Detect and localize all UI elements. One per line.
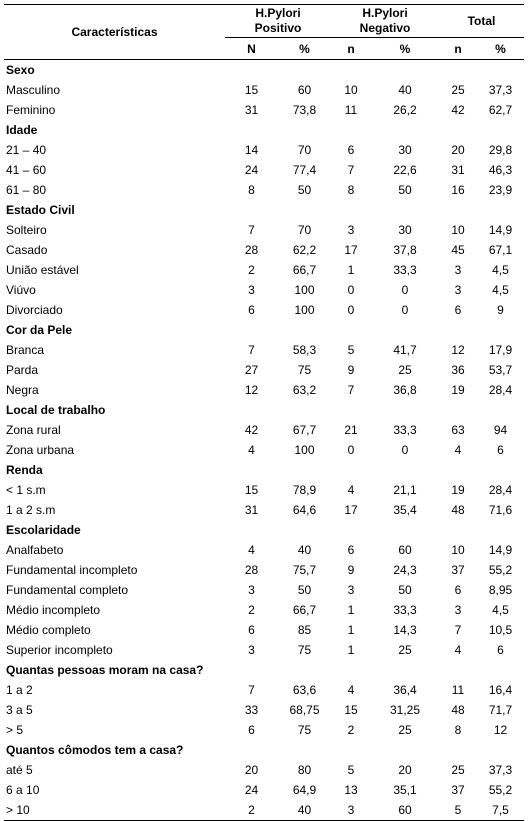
table-cell: 37,3 [488,763,513,777]
table-cell: 1 [347,623,355,637]
table-row [4,620,524,640]
table-cell: 4,5 [492,283,509,297]
row-label: > 5 [6,723,24,737]
table-cell: 28 [244,243,259,257]
table-cell: 5 [439,800,477,821]
table-cell: 100 [294,283,315,297]
section-title: Estado Civil [6,203,75,217]
section-row [4,200,524,220]
table-cell: 53,7 [488,363,513,377]
table-cell: 78,9 [292,483,317,497]
table-row [4,160,524,180]
table-cell: 55,2 [488,783,513,797]
table-row [4,480,524,500]
table-cell: 12 [244,383,259,397]
table-cell: 14,3 [393,623,417,637]
header-hp-negative-line1: H.Pylori [362,6,408,20]
table-row [4,700,524,720]
table-cell: 31,25 [389,703,421,717]
row-label: 21 – 40 [6,143,47,157]
table-cell: 27 [244,363,259,377]
table-cell: 15 [344,703,358,717]
table-cell: 4 [248,443,255,457]
table-cell: 75,7 [292,563,317,577]
table-cell: 2 [248,263,255,277]
table-cell: 6 [497,443,504,457]
header-characteristics: Características [4,5,225,60]
row-label: até 5 [6,763,33,777]
table-cell: 50 [297,183,312,197]
table-cell: 3 [454,263,462,277]
table-cell: 20 [398,763,412,777]
subheader-pct-positive: % [278,38,331,60]
table-cell: 26,2 [393,103,417,117]
row-label: Zona rural [6,423,61,437]
table-cell: 17 [344,503,358,517]
table-cell: 58,3 [292,343,317,357]
table-cell: 8 [347,183,355,197]
table-cell: 6 [248,723,255,737]
table-cell: 94 [493,423,508,437]
table-cell: 70 [297,223,312,237]
table-cell: 7 [454,623,462,637]
table-cell: 1 [347,643,355,657]
table-cell: 71,7 [488,703,513,717]
section-title: Cor da Pele [6,323,73,337]
row-label: > 10 [4,800,225,821]
table-cell: 66,7 [292,263,317,277]
table-cell: 1 [347,263,355,277]
table-cell: 40 [398,83,412,97]
table-cell: 100 [294,303,315,317]
section-row [4,60,524,81]
table-cell: 15 [244,83,259,97]
row-label: Branca [6,343,45,357]
subheader-n-total: n [439,38,477,60]
table-cell: 4 [454,443,462,457]
table-cell: 8,95 [488,583,513,597]
table-row [4,260,524,280]
table-cell: 45 [451,243,465,257]
table-cell: 20 [451,143,465,157]
table-cell: 75 [297,643,312,657]
section-row [4,660,524,680]
table-row [4,680,524,700]
section-row [4,520,524,540]
table-cell: 6 [454,583,462,597]
table-row [4,760,524,780]
table-cell: 21,1 [393,483,417,497]
table-cell: 8 [248,183,255,197]
row-label: Casado [6,243,48,257]
table-row [4,340,524,360]
table-cell: 15 [244,483,259,497]
table-row [4,300,524,320]
table-cell: 9 [497,303,504,317]
table-cell: 31 [244,503,259,517]
row-label: 3 a 5 [6,703,33,717]
table-cell: 67,7 [292,423,317,437]
header-total: Total [439,5,524,38]
table-cell: 4,5 [492,263,509,277]
table-cell: 7,5 [477,800,524,821]
table-cell: 19 [451,383,465,397]
row-label: União estável [6,263,79,277]
table-cell: 64,9 [292,783,317,797]
table-cell: 10,5 [488,623,513,637]
row-label: < 1 s.m [6,483,46,497]
table-cell: 4 [248,543,255,557]
section-title: Local de trabalho [6,403,106,417]
section-title: Quantas pessoas moram na casa? [6,663,204,677]
row-label: Médio completo [6,623,91,637]
table-cell: 50 [398,583,412,597]
table-cell: 75 [297,723,312,737]
table-cell: 3 [347,583,355,597]
table-cell: 8 [454,723,462,737]
table-row [4,380,524,400]
characteristics-table [4,4,524,821]
section-title: Renda [6,463,43,477]
table-row [4,800,524,821]
section-row [4,400,524,420]
table-cell: 6 [248,623,255,637]
table-cell: 25 [398,723,412,737]
table-cell: 11 [344,103,358,117]
table-cell: 24 [244,783,259,797]
table-cell: 37,8 [393,243,417,257]
subheader-pct-negative: % [371,38,439,60]
table-row [4,500,524,520]
table-cell: 37,3 [488,83,513,97]
table-cell: 60 [371,800,439,821]
table-cell: 25 [451,83,465,97]
table-cell: 22,6 [393,163,417,177]
header-hp-positive-line1: H.Pylori [255,6,301,20]
section-title: Quantos cômodos tem a casa? [6,743,184,757]
table-cell: 9 [347,563,355,577]
row-label: 41 – 60 [6,163,47,177]
table-cell: 33,3 [393,263,417,277]
section-row [4,740,524,760]
table-cell: 31 [451,163,465,177]
table-cell: 77,4 [292,163,317,177]
table-cell: 3 [248,283,255,297]
table-cell: 63,2 [292,383,317,397]
table-row [4,640,524,660]
table-cell: 21 [344,423,358,437]
table-cell: 48 [451,503,465,517]
table-cell: 36,4 [393,683,417,697]
table-cell: 4,5 [492,603,509,617]
table-cell: 28,4 [488,383,513,397]
table-cell: 4 [347,483,355,497]
table-cell: 68,75 [289,703,320,717]
table-cell: 1 [347,603,355,617]
table-cell: 62,7 [488,103,513,117]
table-cell: 6 [347,143,355,157]
table-cell: 2 [225,800,278,821]
table-cell: 4 [347,683,355,697]
row-label: Analfabeto [6,543,64,557]
table-row [4,600,524,620]
table-cell: 75 [297,363,312,377]
table-cell: 10 [451,223,465,237]
row-label: Superior incompleto [6,643,113,657]
table-cell: 7 [248,683,255,697]
table-cell: 41,7 [393,343,417,357]
table-cell: 24 [244,163,259,177]
table-row [4,80,524,100]
table-cell: 2 [347,723,355,737]
row-label: Viúvo [6,283,36,297]
table-cell: 17,9 [488,343,513,357]
table-cell: 46,3 [488,163,513,177]
table-row [4,560,524,580]
row-label: Zona urbana [6,443,75,457]
header-hp-positive-line2: Positivo [254,21,302,35]
table-cell: 13 [344,783,358,797]
table-cell: 0 [401,443,409,457]
table-cell: 66,7 [292,603,317,617]
table-row [4,440,524,460]
table-row [4,780,524,800]
table-cell: 11 [451,683,465,697]
table-cell: 64,6 [292,503,317,517]
row-label: Masculino [6,83,61,97]
table-cell: 3 [454,603,462,617]
table-cell: 12 [493,723,508,737]
table-cell: 0 [401,283,409,297]
table-cell: 10 [344,83,358,97]
section-row [4,320,524,340]
row-label: 1 a 2 s.m [6,503,56,517]
row-label: Fundamental incompleto [6,563,138,577]
table-row [4,100,524,120]
table-cell: 36,8 [393,383,417,397]
table-cell: 0 [347,303,355,317]
table-cell: 33,3 [393,423,417,437]
table-cell: 40 [297,543,312,557]
table-row [4,180,524,200]
table-cell: 24,3 [393,563,417,577]
section-row [4,460,524,480]
section-title: Sexo [6,63,35,77]
table-cell: 25 [398,363,412,377]
table-cell: 7 [248,343,255,357]
table-cell: 25 [451,763,465,777]
row-label: 6 a 10 [6,783,40,797]
table-cell: 6 [347,543,355,557]
section-row [4,120,524,140]
table-row [4,220,524,240]
table-cell: 14,9 [488,543,513,557]
table-cell: 48 [451,703,465,717]
table-cell: 80 [297,763,312,777]
table-cell: 70 [297,143,312,157]
table-cell: 73,8 [292,103,317,117]
table-cell: 3 [347,223,355,237]
table-cell: 7 [347,163,355,177]
table-cell: 55,2 [488,563,513,577]
table-cell: 71,6 [488,503,513,517]
table-cell: 62,2 [292,243,317,257]
subheader-n-negative: n [331,38,371,60]
table-cell: 31 [244,103,259,117]
table-cell: 7 [248,223,255,237]
table-cell: 20 [244,763,259,777]
table-cell: 63,6 [292,683,317,697]
table-cell: 0 [401,303,409,317]
table-cell: 37 [451,783,465,797]
table-cell: 37 [451,563,465,577]
table-row [4,240,524,260]
table-row [4,140,524,160]
table-cell: 12 [451,343,465,357]
table-cell: 16 [451,183,465,197]
table-cell: 3 [331,800,371,821]
row-label: Negra [6,383,39,397]
row-label: Parda [6,363,39,377]
table-row [4,360,524,380]
table-cell: 17 [344,243,358,257]
subheader-pct-total: % [477,38,524,60]
row-label: 1 a 2 [6,683,33,697]
table-row [4,540,524,560]
row-label: Feminino [6,103,56,117]
table-cell: 63 [451,423,465,437]
table-cell: 4 [454,643,462,657]
table-cell: 42 [244,423,259,437]
table-cell: 36 [451,363,465,377]
table-cell: 5 [347,343,355,357]
table-cell: 60 [297,83,312,97]
row-label: Divorciado [6,303,63,317]
table-cell: 25 [398,643,412,657]
table-row [4,420,524,440]
table-cell: 14 [244,143,259,157]
table-cell: 33,3 [393,603,417,617]
section-title: Escolaridade [6,523,81,537]
table-cell: 16,4 [488,683,513,697]
table-cell: 35,4 [393,503,417,517]
table-row [4,580,524,600]
table-row [4,280,524,300]
table-cell: 6 [454,303,462,317]
table-cell: 29,8 [488,143,513,157]
subheader-n-positive: N [225,38,278,60]
table-cell: 50 [297,583,312,597]
table-cell: 6 [248,303,255,317]
row-label: Solteiro [6,223,47,237]
table-cell: 19 [451,483,465,497]
table-cell: 7 [347,383,355,397]
table-cell: 0 [347,443,355,457]
table-cell: 2 [248,603,255,617]
row-label: Médio incompleto [6,603,101,617]
section-title: Idade [6,123,38,137]
table-cell: 23,9 [488,183,513,197]
table-cell: 33 [244,703,259,717]
table-cell: 30 [398,143,412,157]
header-hp-negative [331,5,439,38]
table-row [4,720,524,740]
table-cell: 40 [278,800,331,821]
table-cell: 42 [451,103,465,117]
table-cell: 67,1 [488,243,513,257]
row-label: Fundamental completo [6,583,129,597]
table-cell: 35,1 [393,783,417,797]
table-cell: 30 [398,223,412,237]
table-cell: 85 [297,623,312,637]
table-cell: 100 [294,443,315,457]
table-cell: 3 [248,583,255,597]
table-cell: 50 [398,183,412,197]
header-hp-positive [225,5,331,38]
table-cell: 3 [454,283,462,297]
table-cell: 28 [244,563,259,577]
table-cell: 5 [347,763,355,777]
table-cell: 6 [497,643,504,657]
row-label: 61 – 80 [6,183,47,197]
table-cell: 14,9 [488,223,513,237]
table-cell: 10 [451,543,465,557]
header-hp-negative-line2: Negativo [359,21,411,35]
table-cell: 0 [347,283,355,297]
table-cell: 3 [248,643,255,657]
table-cell: 28,4 [488,483,513,497]
table-body [4,60,524,821]
table-cell: 9 [347,363,355,377]
table-cell: 60 [398,543,412,557]
